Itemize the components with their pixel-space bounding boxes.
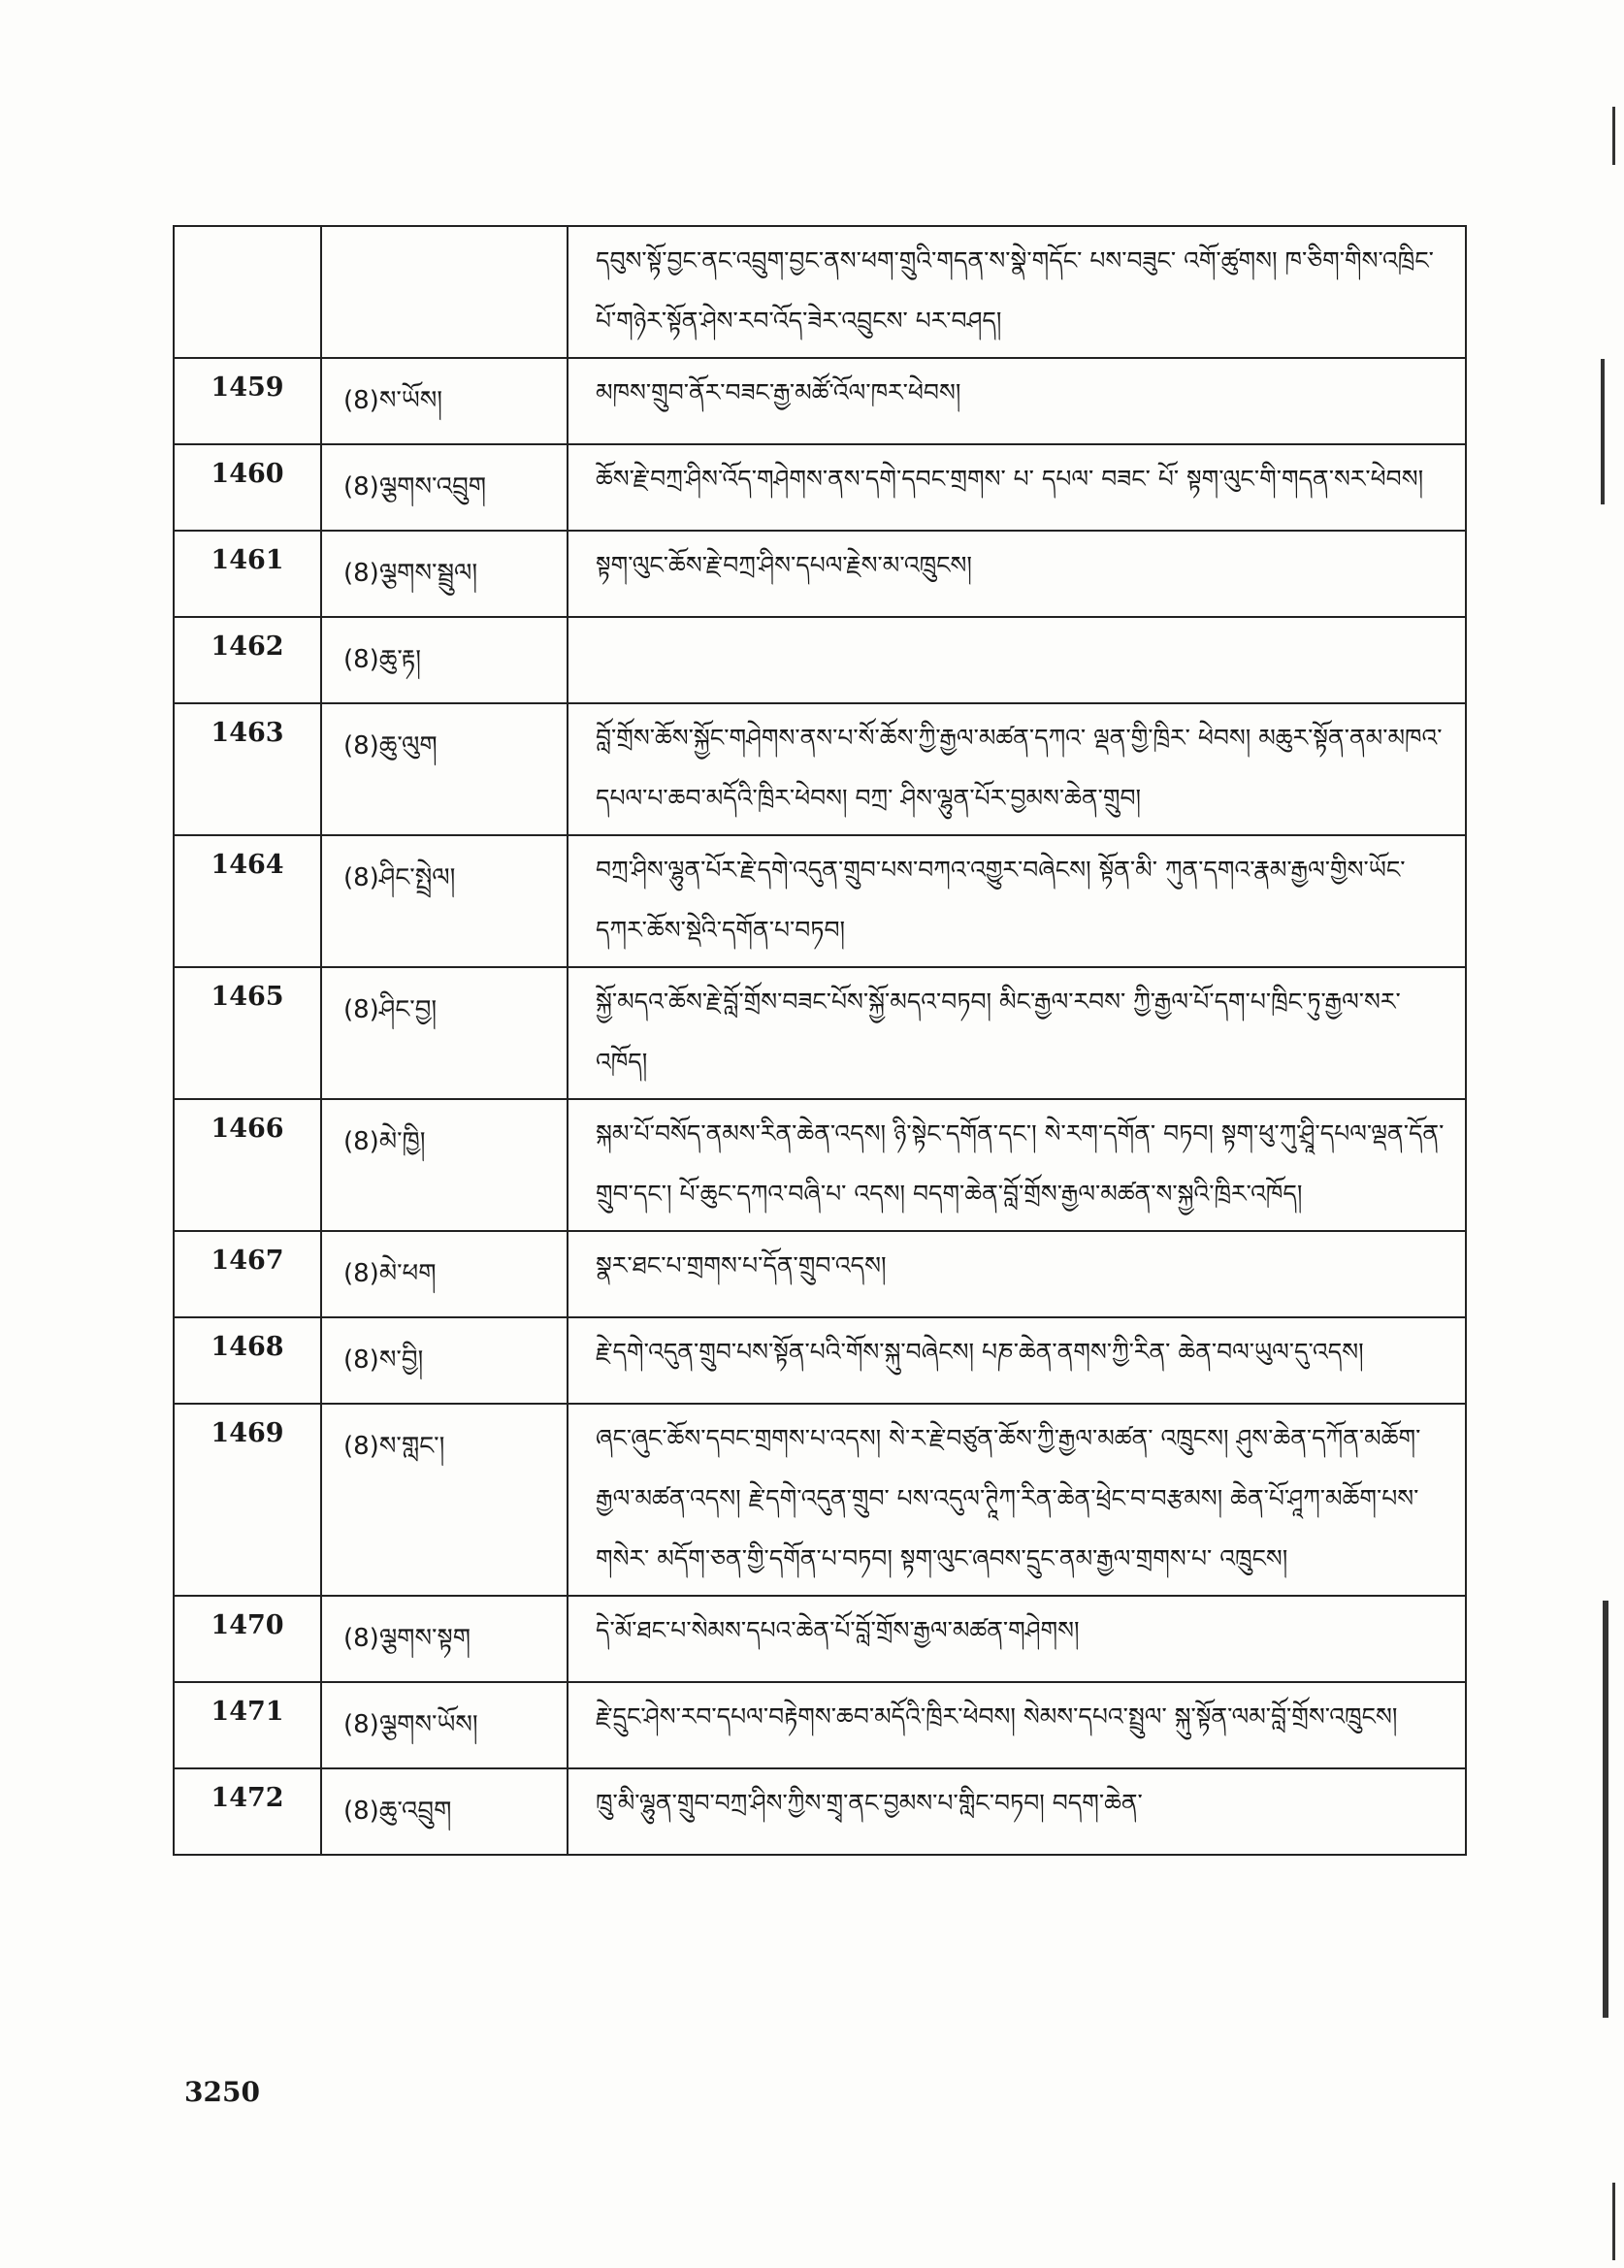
table-row	[174, 1099, 1466, 1231]
event-text: སྐམ་པོ་བསོད་ནམས་རིན་ཆེན་འདས། ཉི་སྟེང་དགོན་དང་། སེ་རག་དགོན་ བཏབ། སྟག་ཕུ་ཀུ་ཤྲཱི་དཔལ་ལྡན་དོན་གྲུབ་དང་། པོ་ཆུང་དཀའ་བཞི་པ་ འདས། བདག་ཆེན་བློ་གྲོས་རྒྱལ་མཚན་ས་སྐྱའི་ཁྲིར་འཁོད།	[568, 1099, 1466, 1231]
table-body	[174, 226, 1466, 1855]
table-row	[174, 1768, 1466, 1855]
year-label: (8)ལྕགས་འབྲུག	[321, 444, 568, 531]
event-text: དེ་མོ་ཐང་པ་སེམས་དཔའ་ཆེན་པོ་བློ་གྲོས་རྒྱལ་མཚན་གཤེགས།	[568, 1596, 1466, 1682]
year-number: 1463	[174, 703, 321, 835]
scan-edge-mark	[1612, 107, 1615, 165]
year-label: (8)ས་གླང་།	[321, 1404, 568, 1596]
year-number: 1468	[174, 1317, 321, 1404]
year-label: (8)ཆུ་ལུག	[321, 703, 568, 835]
year-number: 1472	[174, 1768, 321, 1855]
table-row	[174, 1682, 1466, 1768]
event-text: སྟག་ལུང་ཆོས་རྗེ་བཀྲ་ཤིས་དཔལ་རྗེས་མ་འཁྲུངས།	[568, 531, 1466, 617]
event-text: ཞང་ཞུང་ཆོས་དབང་གྲགས་པ་འདས། སེ་ར་རྗེ་བཙུན་ཆོས་ཀྱི་རྒྱལ་མཚན་ འཁྲུངས། ཤུས་ཆེན་དཀོན་མཆོག་རྒྱལ་མཚན་འདས། རྗེ་དགེ་འདུན་གྲུབ་ པས་འདུལ་ཊཱིཀ་རིན་ཆེན་ཕྲེང་བ་བརྩམས། ཆེན་པོ་ཤཱཀ་མཆོག་པས་གསེར་ མདོག་ཅན་གྱི་དགོན་པ་བཏབ། སྟག་ལུང་ཞབས་དྲུང་ནམ་རྒྱལ་གྲགས་པ་ འཁྲུངས།	[568, 1404, 1466, 1596]
event-text: རྗེ་དྲུང་ཤེས་རབ་དཔལ་བརྟེགས་ཆབ་མདོའི་ཁྲིར་ཕེབས། སེམས་དཔའ་སྤྲུལ་ སྐུ་སྟོན་ལམ་བློ་གྲོས་འཁྲུངས།	[568, 1682, 1466, 1768]
year-number: 1467	[174, 1231, 321, 1317]
scan-edge-mark	[1612, 2183, 1615, 2260]
table-row	[174, 967, 1466, 1099]
year-label: (8)ས་བྱི།	[321, 1317, 568, 1404]
table-row	[174, 226, 1466, 358]
table-row	[174, 617, 1466, 703]
year-label: (8)ཆུ་རྟ།	[321, 617, 568, 703]
year-label: (8)ས་ཡོས།	[321, 358, 568, 444]
year-label: (8)ཤིང་སྤྲེལ།	[321, 835, 568, 967]
year-label: (8)ལྕགས་སྦྲུལ།	[321, 531, 568, 617]
event-text: སྣར་ཐང་པ་གྲགས་པ་དོན་གྲུབ་འདས།	[568, 1231, 1466, 1317]
table-row	[174, 531, 1466, 617]
event-text: བཀྲ་ཤིས་ལྷུན་པོར་རྗེ་དགེ་འདུན་གྲུབ་པས་བཀའ་འགྱུར་བཞེངས། སྟོན་མི་ ཀུན་དགའ་རྣམ་རྒྱལ་གྱིས་ཡོང་དཀར་ཆོས་སྡེའི་དགོན་པ་བཏབ།	[568, 835, 1466, 967]
table-row	[174, 1231, 1466, 1317]
table-row	[174, 703, 1466, 835]
year-label	[321, 226, 568, 358]
year-number: 1470	[174, 1596, 321, 1682]
year-number: 1465	[174, 967, 321, 1099]
year-label: (8)ཆུ་འབྲུག	[321, 1768, 568, 1855]
year-number: 1459	[174, 358, 321, 444]
event-text: དབུས་སྟོ་བྱང་ནང་འབྲུག་བྱང་ནས་ཕག་གྲུའི་གདན་ས་སྣེ་གདོང་ པས་བཟུང་ འགོ་ཚུགས། ཁ་ཅིག་གིས་འཁྲིང་པོ་གཉེར་སྟོན་ཤེས་རབ་འོད་ཟེར་འབྲུངས་ པར་བཤད།	[568, 226, 1466, 358]
year-label: (8)ལྕགས་སྟག	[321, 1596, 568, 1682]
event-text: རྗེ་དགེ་འདུན་གྲུབ་པས་སྟོན་པའི་གོས་སྐུ་བཞེངས། པཎ་ཆེན་ནགས་ཀྱི་རིན་ ཆེན་བལ་ཡུལ་དུ་འདས།	[568, 1317, 1466, 1404]
table-row	[174, 835, 1466, 967]
year-label: (8)ལྕགས་ཡོས།	[321, 1682, 568, 1768]
event-text: བློ་གྲོས་ཆོས་སྐྱོང་གཤེགས་ནས་པ་སོ་ཆོས་ཀྱི་རྒྱལ་མཚན་དཀའ་ ལྡན་གྱི་ཁྲིར་ ཕེབས། མཆུར་སྟོན་ནམ་མཁའ་དཔལ་པ་ཆབ་མདོའི་ཁྲིར་ཕེབས། བཀྲ་ ཤིས་ལྷུན་པོར་བྱམས་ཆེན་གྲུབ།	[568, 703, 1466, 835]
year-number: 1464	[174, 835, 321, 967]
table-row	[174, 444, 1466, 531]
event-text: ཁྲུ་མི་ལྷུན་གྲུབ་བཀྲ་ཤིས་ཀྱིས་གྲྭ་ནང་བྱམས་པ་གླིང་བཏབ། བདག་ཆེན་	[568, 1768, 1466, 1855]
table-row	[174, 1596, 1466, 1682]
year-number: 1461	[174, 531, 321, 617]
year-number	[174, 226, 321, 358]
year-label: (8)མེ་ཕག	[321, 1231, 568, 1317]
year-number: 1471	[174, 1682, 321, 1768]
year-number: 1462	[174, 617, 321, 703]
table-row	[174, 1317, 1466, 1404]
table-row	[174, 358, 1466, 444]
year-label: (8)མེ་ཁྱི།	[321, 1099, 568, 1231]
event-text: སྐྱོ་མདའ་ཆོས་རྗེ་བློ་གྲོས་བཟང་པོས་སྐྱོ་མདའ་བཏབ། མིང་རྒྱལ་རབས་ ཀྱི་རྒྱལ་པོ་དག་པ་ཁྲིང་ཏུ་རྒྱལ་སར་འཁོད།	[568, 967, 1466, 1099]
event-text: ཆོས་རྗེ་བཀྲ་ཤིས་འོད་གཤེགས་ནས་དགེ་དབང་གྲགས་ པ་ དཔལ་ བཟང་ པོ་ སྟག་ལུང་གི་གདན་སར་ཕེབས།	[568, 444, 1466, 531]
event-text	[568, 617, 1466, 703]
table-row	[174, 1404, 1466, 1596]
year-number: 1466	[174, 1099, 321, 1231]
scan-edge-mark	[1601, 359, 1605, 504]
chronology-table	[173, 225, 1467, 1856]
scan-edge-mark	[1603, 1601, 1608, 2018]
event-text: མཁས་གྲུབ་ནོར་བཟང་རྒྱ་མཚོ་འོལ་ཁར་ཕེབས།	[568, 358, 1466, 444]
year-number: 1469	[174, 1404, 321, 1596]
year-label: (8)ཤིང་བྱ།	[321, 967, 568, 1099]
year-number: 1460	[174, 444, 321, 531]
page-number: 3250	[184, 2076, 260, 2108]
